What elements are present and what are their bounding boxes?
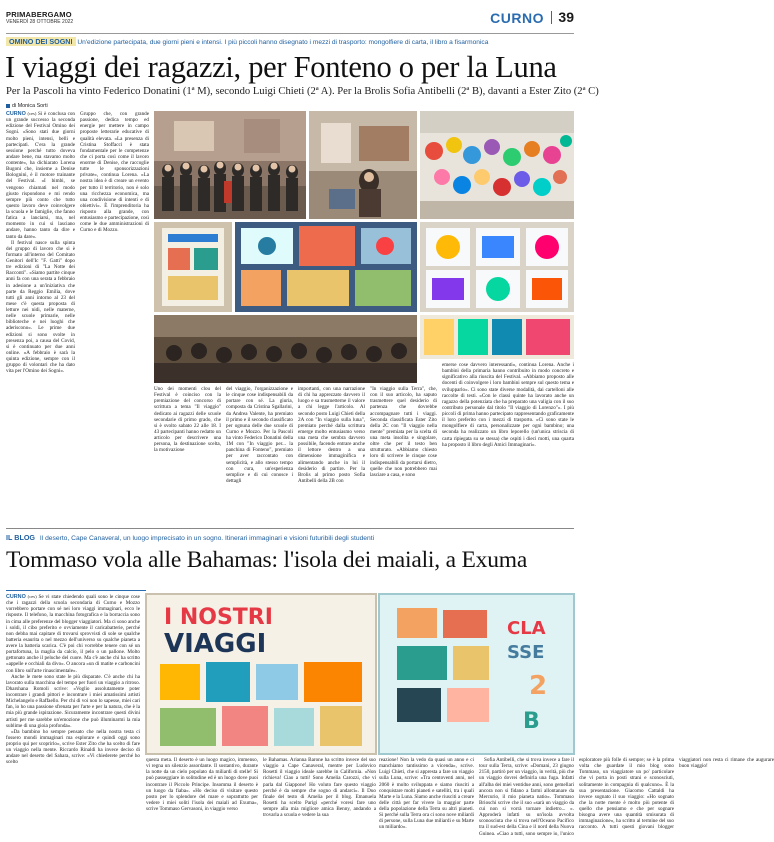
photo-classe-seconda xyxy=(379,594,574,754)
article1-column-5 xyxy=(298,386,365,526)
group-photo-image xyxy=(154,111,306,219)
article2-column-1 xyxy=(6,594,140,838)
article1-col4-para1: del viaggio, l'organizzazione e le cinque cose indispensabili da portare con sé. La giuria, composta da Cristina Sgallarini, da Andrea Valente, ha premiato il primo e il secondo classificato per ognuna delle due scuole di Curno e Mozzo. Per la Pascoli ha vinto Federico Donatini della 1M con "In viaggio per... la panchina di Fonteno", premiato per aver raccontato con semplicità, e allo stesso tempo con cura, un'esperienza semplice e di cui conosce i dettagli xyxy=(226,386,293,484)
article2-column-4 xyxy=(379,757,774,838)
article1-col6-para1: "In viaggio sulla Terra", che, con il suo articolo, ha saputo trasmettere quel desiderio di partenza che dovrebbe accompagnare tutti i viaggi. Seconda classificata Ester Zito della 2C con "Il viaggio nella mente" premiata per la scelta di una meta insolita e singolare, oltre che per il testo ben strutturato. «Abbiamo chiesto loro di scrivere le cinque cose indispensabili da portarsi dietro, quelle che non potrebbero mai lasciare a casa, e sono xyxy=(370,386,437,478)
svg-text:SSE: SSE xyxy=(507,642,545,663)
section-name: CURNO xyxy=(490,10,544,26)
article1-col5-para1: importanti, con una narrazione di chi ha apprezzato davvero il luogo e sa trasmetterne il valore a chi legge l'articolo. Al secondo posto Luigi Chieti della 2A con "In viaggio sulla luna", premiato perché dalla scrittura emerge molto entusiasmo verso una meta che sembra davvero possibile, facendo entrare anche il lettore dentro a una dimensione immaginifica e alimentando anche in lui il desiderio di partire. Per la Brolis al primo posto Sofia Antibelli della 2B con xyxy=(298,386,365,484)
page-header xyxy=(6,8,574,34)
article1-column-1 xyxy=(6,111,75,526)
article1-kicker-text: Un'edizione partecipata, due giorni pieni e intensi. I più piccoli hanno disegnato i mezzi di trasporto: mongolfiere di carta, il libro a fisarmonica xyxy=(77,39,489,46)
a2-col1-text-1: Se vi state chiedendo quali sono le cinque cose che i ragazzi della scuola secondaria di Curno e Mozzo vorrebbero portare con sé nei loro viaggi immaginari, ecco le risposte. Il telefono, la macchina fotografica e la borraccia sono in cima alle preferenze del blogger viaggiatori. Ma ci sono anche i soldi, il cibo preferito e ovviamente il caricabatterie, perché non debba mai capitare di trovarsi sprovvisti di sole se qualche batteria esaurita o nel mezzo dell'universo su qualche pianeta a avere la batteria scarica. C'è poi chi vorrebbe tenere con sé un portafortuna, la maglia da calcio, il pelo o un pallone. Molto gettonato anche il peluche del cuore. Ma c'è anche chi ha scritto «appelle e occhiali da divo». O ancora «un di matite e carboncini con libro sull'arte rinascimentale». xyxy=(6,594,140,674)
dateline-code-2: (ces) xyxy=(27,594,37,599)
photo-i-nostri-viaggi xyxy=(146,594,376,754)
poster-viaggio-image xyxy=(154,222,232,312)
article1-col3-para1: Uno dei momenti clou del Festival è coinciso con la premiazione del concorso di scrittura a tema "Il viaggio" dedicato ai ragazzi delle scuole secondarie di primo grado, che si è svolto sabato 22 alle 18. I 43 partecipanti hanno redatto un articolo per descrivere una persona, la destinazione scelta, la motivazione xyxy=(154,386,221,454)
article1-subhead: Per la Pascoli ha vinto Federico Donatini (1ª M), secondo Luigi Chieti (2ª A). Per la Brolis Sofia Antibelli (2ª B), davanti a Ester Zito (2ª C) xyxy=(6,86,599,97)
article2-col1-para2: Anche le mete sono state le più disparate. C'è anche chi ha lavorato sulla macchina del tempo per fuori un viaggio a ritroso. Dharshana Romoli scrive: «Voglio assolutamente poter incontrare i grandi pittori e incontrare i miei amatissimi artisti Michelangelo e Raffaello. Per chi di voi non lo sapesse, miei cari fan, io ho una passione sfrenata per l'arte e per la natura, che è la mia più grande ispirazione. Sicuramente incontrare questi divini artisti per me sarebbe un'emozione che può illuminarmi la mia sublime di una gioia profonda». xyxy=(6,673,140,729)
dateline-code: (ces) xyxy=(27,111,37,116)
article2-col4-para2: Sofia Antibelli, che si trova invece a fare il tour sulla Terra, scrive: «Domani, 23 giugno 2150, partirò per un viaggio, in verità, più che un viaggio dovrei definirla una fuga. Infatti all'alba dei miei ventidue anni, sono gemellari ancora non si fidano a farmi allontanare da Mercurio, il mio pianeta natio». Tommaso Brioschi scrive che il suo «sarà un viaggio da cui non si vorrà tornare indietro... ». Approderà infatti su un'isola avvolta sconosciuta che si trova nell'Oceano Pacifico tra il sud-est della Cina e il nord della Nuova Guinea. «Ciao a tutti, sono sempre io, l'unico esploratore più folle di sempre; se è la prima volta che guardate il mio blog sono Tommaso, un viaggiatore un po' particolare che vi porta in posti strani e sconosciuti, solitamente in compagnia di qualcuno». È la sua presentazione. Giacomo Cattaldi ha invece sognato il suo viaggio: «Ho sognato che la notte mente è molto più potente di quello che pensiamo e che per sognare bisogna avere una quantità smisurata di immaginazione», ha scritto al termine del suo racconto. A tutti questi giovani blogger viaggiatori non resta ci rimane che augurare buon viaggio! xyxy=(479,757,774,837)
header-rule xyxy=(6,33,574,34)
col1-text-1: Si è conclusa con un grande successo la seconda edizione del Festival Omino dei Sogni. «Sono stati due giorni molto pieni, intensi, belli e partecipati. C'era la grande sessione perché tutto doveva andare bene, ma stavamo molto contente», ha dichiarato Lorena Bugoni che, insieme a Denise Bolognini, è il motore trainante del Festival. «I bimbi, se vengono chiamati nel modo giusto rispondono e mi rendo sempre più conto che tutto questo lavoro deve coinvolgere la scuola e le famiglie, che fanno fatica a lanciarsi, ma, nel momento in cui si lasciano andare, hanno tanto da dire e tanto da dare». xyxy=(6,111,75,240)
svg-text:2: 2 xyxy=(529,671,548,701)
photo-classroom-drawing xyxy=(309,111,417,219)
classroom-drawing-image xyxy=(309,111,417,219)
article2-headline: Tommaso vola alle Bahamas: l'isola dei maiali, a Exuma xyxy=(6,547,528,573)
dateline-city-2: CURNO xyxy=(6,594,26,600)
svg-text:CLA: CLA xyxy=(507,618,546,639)
dateline-city: CURNO xyxy=(6,111,26,117)
article1-kicker-tag: OMINO DEI SOGNI xyxy=(6,37,76,46)
article2-rule xyxy=(6,590,146,591)
photo-audience xyxy=(154,315,417,383)
student-drawings-image xyxy=(235,222,417,312)
article-separator xyxy=(6,528,574,529)
article1-column-3 xyxy=(154,386,221,526)
svg-text:VIAGGI: VIAGGI xyxy=(164,629,267,659)
header-separator xyxy=(551,11,552,24)
paper-works-image xyxy=(420,315,574,359)
article2-kicker-tag: IL BLOG xyxy=(6,533,36,542)
article1-byline xyxy=(6,103,48,109)
article1-col2-para1: Gruppo che, con grande passione, dedica tempo ed energie per mettere in campo proposte letterarie educative di qualità elevata. «La presenza di Cristina Stoffacci è stata fondamentale per le competenze che ci porta così come il lavoro enorme di Denise, che raccoglie tutte le sponsorizzazioni private», continua Lorena. «La nostra idea è di creare un evento per tutto il territorio, non è solo una ricchezza economica, ma una condivisione di intenti e di obiettivi». È l'imprenditoria ha risposto alla grande, con entusiasmo e partecipazione, così come le due amministrazioni di Curno e di Mozzo. xyxy=(80,111,149,234)
photo-drawings-wall xyxy=(420,222,574,312)
article2-col1-para1 xyxy=(6,594,140,674)
article1-headline: I viaggi dei ragazzi, per Fonteno o per la Luna xyxy=(5,50,557,84)
svg-text:B: B xyxy=(523,709,540,734)
article2-kicker xyxy=(6,533,574,544)
photo-student-drawings xyxy=(235,222,417,312)
article1-column-7 xyxy=(442,362,574,526)
article2-column-2 xyxy=(146,757,258,838)
photo-poster-viaggio xyxy=(154,222,232,312)
photo-group-presentation xyxy=(154,111,306,219)
article1-kicker xyxy=(6,37,574,48)
article2-col2-para1: questa meta. Il deserto è un luogo magico, immenso, vi regna un silenzio assordante. Il sostantivo, durante la notte da un cielo popolato da miliardi di stelle! Si può passeggiare in solitudine ed è un luogo dove puoi incontrare il Piccolo Principe. Insomma il deserto è un luogo da fiaba». «Ho deciso di visitare questo posto per lo splendore del mare e soprattutto per vedere i miei soliti l'isola dei maiali ad Exuma», scrive Tommaso Gervasoni, in viaggio verso xyxy=(146,757,258,812)
drawings-wall-image xyxy=(420,222,574,312)
article2-col1-para3: «Da bambino ho sempre pensato che nella nostra testa ci fossero mondi immaginari ma esplorare e quindi oggi sono proprio qui per scoprirlo», scrive Ester Zito che ha scelto di fare un viaggio nella mente. Riccardo Rinaldi ha invece deciso di andare nel deserto del Sahara, scrive: «Vi chiederete perché ho scelto xyxy=(6,728,140,766)
article1-column-4 xyxy=(226,386,293,526)
article1-column-2 xyxy=(80,111,149,526)
article2-col3-para1: le Bahamas. Arianna Barone ha scritto invece del suo viaggio a Cape Canaveral, mentre per Ludovico Rosetti il viaggio ideale sarebbe in California. «Non richieva! Ciao a tutti! Sono Amelia Carozzi, che vi parla dal Giappone! Ho voluto fare questo viaggio perché è da sempre che sogno di andarci». Il Duo finale del testo di Amelia per il blog. Emanuela Rosetti ha scelto Parigi «perché voresi fare uno sempre alla mia migliore amica Benny, andando a trovarla a scuola e vedere la sua xyxy=(263,757,376,819)
article1-col7-para1: emerse cose davvero interessanti», continua Lorena. Anche i bambini della primaria hanno contribuito in modo concreto e significativo alla riuscita del Festival. «Abbiamo proposto alle docenti di coinvolgere i loro bambini sempre sul questo tema e svilupparlo». Ci sono state diverse modalità, dai cartelloni alle raccolte di testi. «Con le classi quinte ha lavorato anche un ragazzo della potenziata che ha preparato una valigia con il suo contributo personale dal titolo "Il viaggio di Lorenzo"». I più piccoli di prima hanno partecipato rappresentando graficamente il loro preferito con i mezzi di trasporto. «Ci sono state le mongolfiere di carta, personalizzate per ogni bambino; una seconda ha realizzato un libro leporello (un'unica striscia di carta ripiegata su se stessa) che ospiti i dieci motti, una quarta ha proposto il libro degli Amici Immaginari». xyxy=(442,362,574,448)
masthead-brand: PRIMABERGAMO xyxy=(6,10,72,19)
article1-col1-para1 xyxy=(6,111,75,240)
classe-seconda-poster-image xyxy=(379,594,574,754)
byline-square-icon xyxy=(6,104,10,108)
issue-date: VENERDÌ 28 OTTOBRE 2022 xyxy=(6,19,74,25)
byline-text: di Monica Sorti xyxy=(12,103,48,109)
article2-kicker-text: Il deserto, Cape Canaveral, un luogo imprecisato in un sogno. Itinerari immaginari e visioni futuribili degli studenti xyxy=(39,535,375,542)
article2-column-3 xyxy=(263,757,376,838)
audience-image xyxy=(154,315,417,383)
article1-column-6 xyxy=(370,386,437,526)
article1-col1-para2: Il festival nasce sulla spinta del gruppo di lavoro che si è formato all'interno del Comitato Genitori dell'Ic "F. Gatti" dopo tre edizioni di "La Notte dei Racconti". «Siamo partite cinque anni fa con una serata a febbraio in adesione a un'iniziativa che parte da Reggio Emilia, dove tutti gli anni intorno al 23 del mese c'è questa proposta di letture nei nidi, nelle materne, nelle scuole primarie, nelle biblioteche e nei luoghi che aderiscono». Le prime due edizioni si sono svolte in presenza poi, a causa del Covid, si è continuato per due anni online. «A febbraio è sarà la quinta edizione, sempre con il gruppo di volontari che ha dato vita per l'Omino dei Sogni». xyxy=(6,239,75,375)
svg-text:I NOSTRI: I NOSTRI xyxy=(164,605,273,630)
photo-paper-works xyxy=(420,315,574,359)
paper-balloons-image xyxy=(420,111,574,219)
photo-paper-balloons xyxy=(420,111,574,219)
page-number: 39 xyxy=(558,9,574,25)
article2-col4-para1: reazione! Non la vedo da quasi un anno e ci manchiamo tantissimo a vicenda», scrive. Luigi Chieti, che si appresta a fare un viaggio sulla Luna, scrive: «Tra centoventi anni, nel 2060 è molto sviluppata e siamo riusciti a conquistare molti pianeti e satelliti, tra i quali Marte e la Luna. Siamo anche riusciti a creare delle città per far vivere la maggior parte della popolazione della Terra su altri pianeti. Si perché sulla Terra ora ci sono nove miliardi di persone, sulla Luna due miliardi e su Marte un miliardo». xyxy=(379,757,474,831)
i-nostri-viaggi-poster-image xyxy=(146,594,376,754)
